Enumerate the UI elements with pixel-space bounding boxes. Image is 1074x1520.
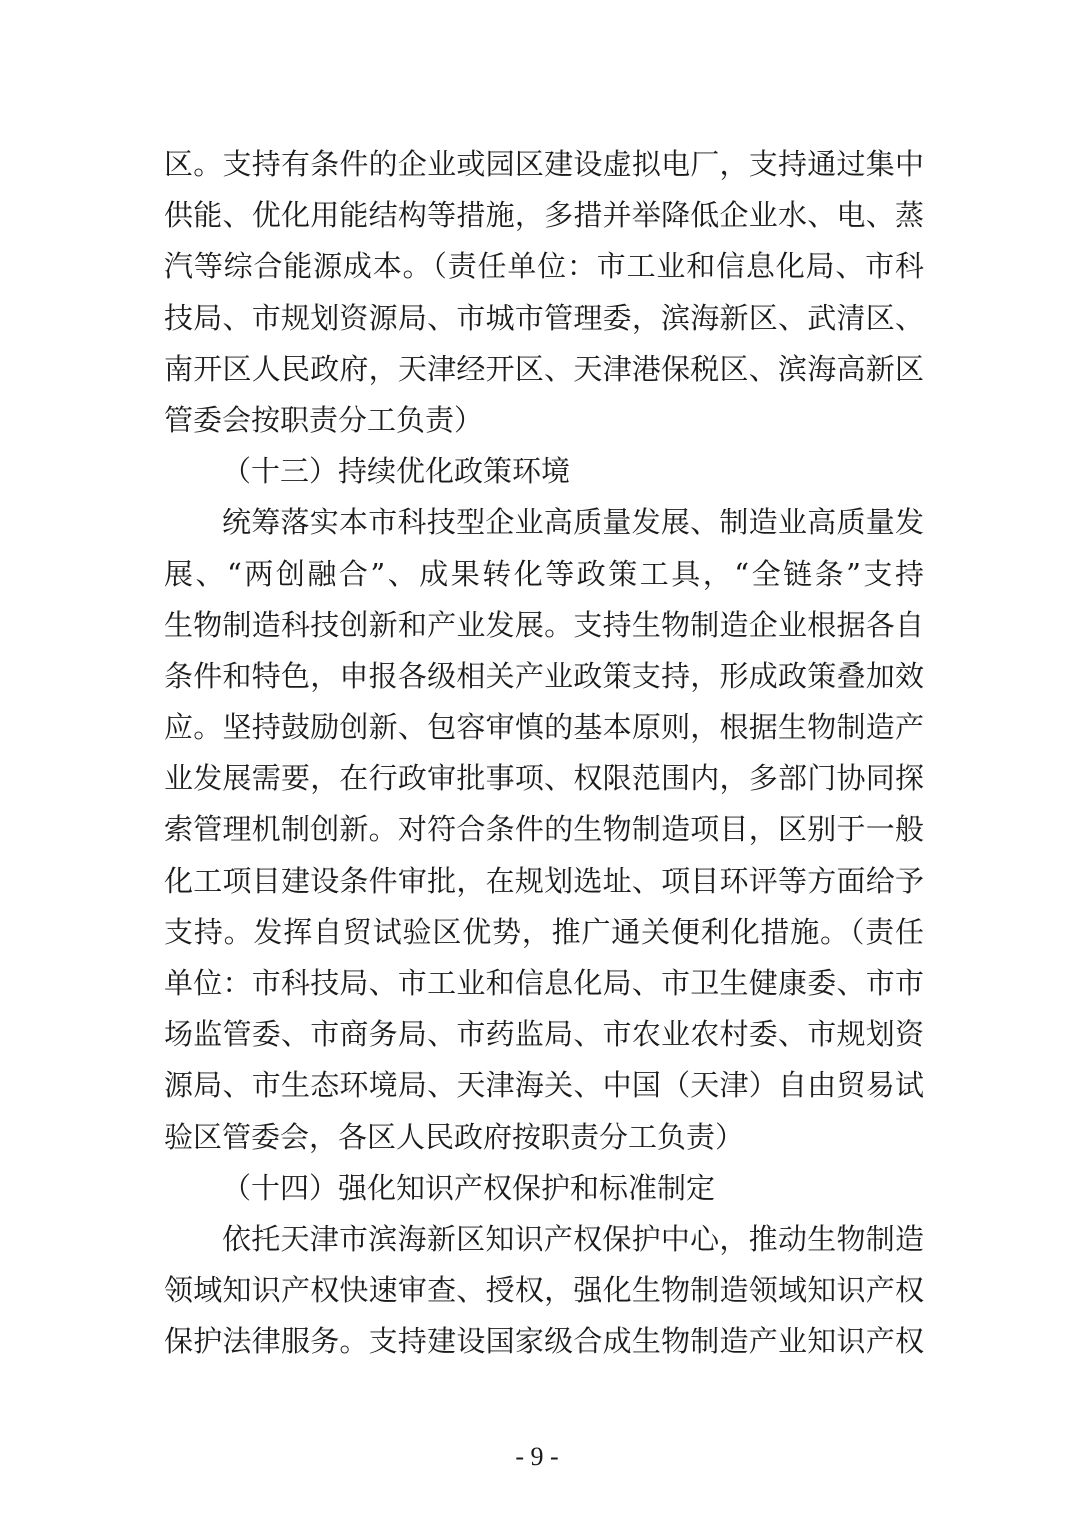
text-line: 统筹落实本市科技型企业高质量发展、制造业高质量发 [222,505,924,540]
text-line: 验区管委会，各区人民政府按职责分工负责） [164,1119,745,1154]
text-line: 条件和特色，申报各级相关产业政策支持，形成政策叠加效 [164,658,924,693]
text-line: 源局、市生态环境局、天津海关、中国（天津）自由贸易试 [164,1068,924,1103]
text-line: 技局、市规划资源局、市城市管理委，滨海新区、武清区、 [164,300,924,335]
text-line: 保护法律服务。支持建设国家级合成生物制造产业知识产权 [164,1324,924,1359]
text-line: 生物制造科技创新和产业发展。支持生物制造企业根据各自 [164,607,924,642]
text-line: 汽等综合能源成本。（责任单位：市工业和信息化局、市科 [164,249,924,284]
text-line: 索管理机制创新。对符合条件的生物制造项目，区别于一般 [164,812,924,847]
text-line: 领域知识产权快速审查、授权，强化生物制造领域知识产权 [164,1273,924,1308]
text-line: 场监管委、市商务局、市药监局、市农业农村委、市规划资 [164,1017,924,1052]
text-line: 业发展需要，在行政审批事项、权限范围内，多部门协同探 [164,761,924,796]
text-line: 供能、优化用能结构等措施，多措并举降低企业水、电、蒸 [164,198,924,233]
text-line: 管委会按职责分工负责） [164,402,484,437]
text-line: 南开区人民政府，天津经开区、天津港保税区、滨海高新区 [164,351,924,386]
text-line: 支持。发挥自贸试验区优势，推广通关便利化措施。（责任 [164,914,924,949]
text-line: 区。支持有条件的企业或园区建设虚拟电厂，支持通过集中 [164,147,924,181]
body-text [164,139,924,1368]
text-line: 单位：市科技局、市工业和信息化局、市卫生健康委、市市 [164,966,924,1000]
text-line: 化工项目建设条件审批，在规划选址、项目环评等方面给予 [164,863,924,898]
section-heading: （十四）强化知识产权保护和标准制定 [222,1170,716,1205]
text-line: 展、“两创融合”、成果转化等政策工具，“全链条”支持 [164,556,924,591]
text-line: 依托天津市滨海新区知识产权保护中心，推动生物制造 [222,1221,924,1256]
page-number: - 9 - [515,1442,559,1471]
section-heading: （十三）持续优化政策环境 [222,454,571,489]
text-line: 应。坚持鼓励创新、包容审慎的基本原则，根据生物制造产 [164,710,924,745]
